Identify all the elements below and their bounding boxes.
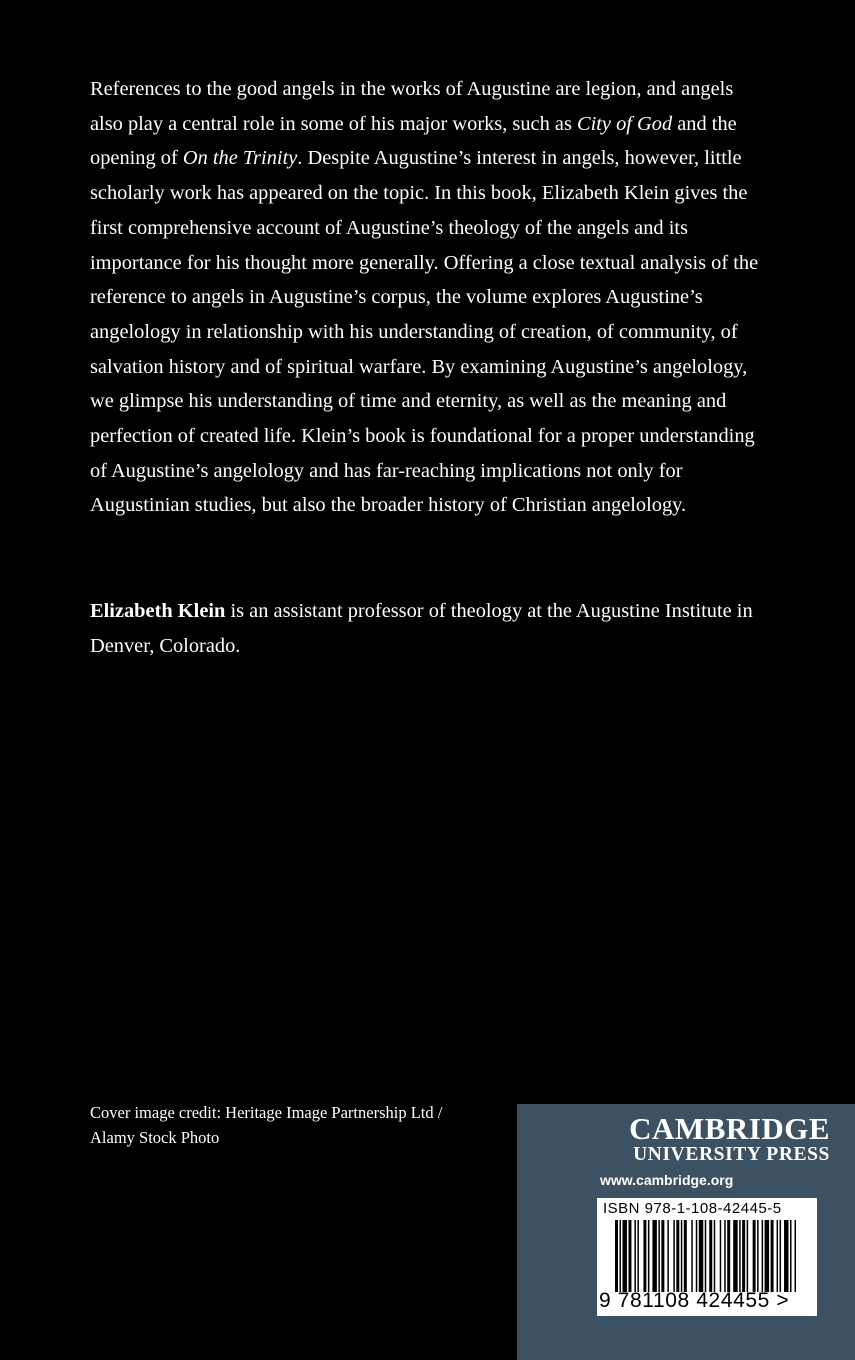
author-bio-text: is an assistant professor of theology at the Augustine Institute in Denver, Colorado. (90, 600, 753, 657)
description-text-3: . Despite Augustine’s interest in angels, however, little scholarly work has appeared on the topic. In this book, Elizabeth Klein gives the first comprehensive account of Augustine’s theology of the angels and its importance for his thought more generally. Offering a close textual analysis of the reference to angels in Augustine’s corpus, the volume explores Augustine’s angelology in relationship with his understanding of creation, of community, of salvation history and of spiritual warfare. By examining Augustine’s angelology, we glimpse his understanding of time and eternity, as well as the meaning and perfection of created life. Klein’s book is foundational for a proper understanding of Augustine’s angelology and has far-reaching implications not only for Augustinian studies, but also the broader history of Christian angelology. (90, 147, 759, 517)
publisher-name-university-press: UNIVERSITY PRESS (633, 1144, 830, 1165)
publisher-logo (600, 1113, 830, 1165)
author-bio (90, 594, 770, 663)
isbn-barcode (597, 1198, 817, 1316)
barcode-bars-icon (615, 1220, 799, 1292)
publisher-name-cambridge: CAMBRIDGE (629, 1111, 830, 1146)
author-name: Elizabeth Klein (90, 600, 226, 622)
book-description (90, 72, 770, 523)
description-text-2: and the opening of (90, 112, 737, 170)
publisher-url: www.cambridge.org (600, 1172, 734, 1188)
title-city-of-god: City of God (577, 112, 673, 135)
isbn-label: ISBN 978-1-108-42445-5 (603, 1200, 782, 1217)
cover-image-credit: Cover image credit: Heritage Image Partnership Ltd / Alamy Stock Photo (90, 1103, 443, 1147)
description-text-1: References to the good angels in the works of Augustine are legion, and angels also play a central role in some of his major works, such as (90, 78, 734, 135)
ean-digits: 9 781108 424455 > (599, 1289, 790, 1312)
title-on-the-trinity: On the Trinity (182, 147, 298, 170)
publisher-panel (517, 1104, 855, 1360)
